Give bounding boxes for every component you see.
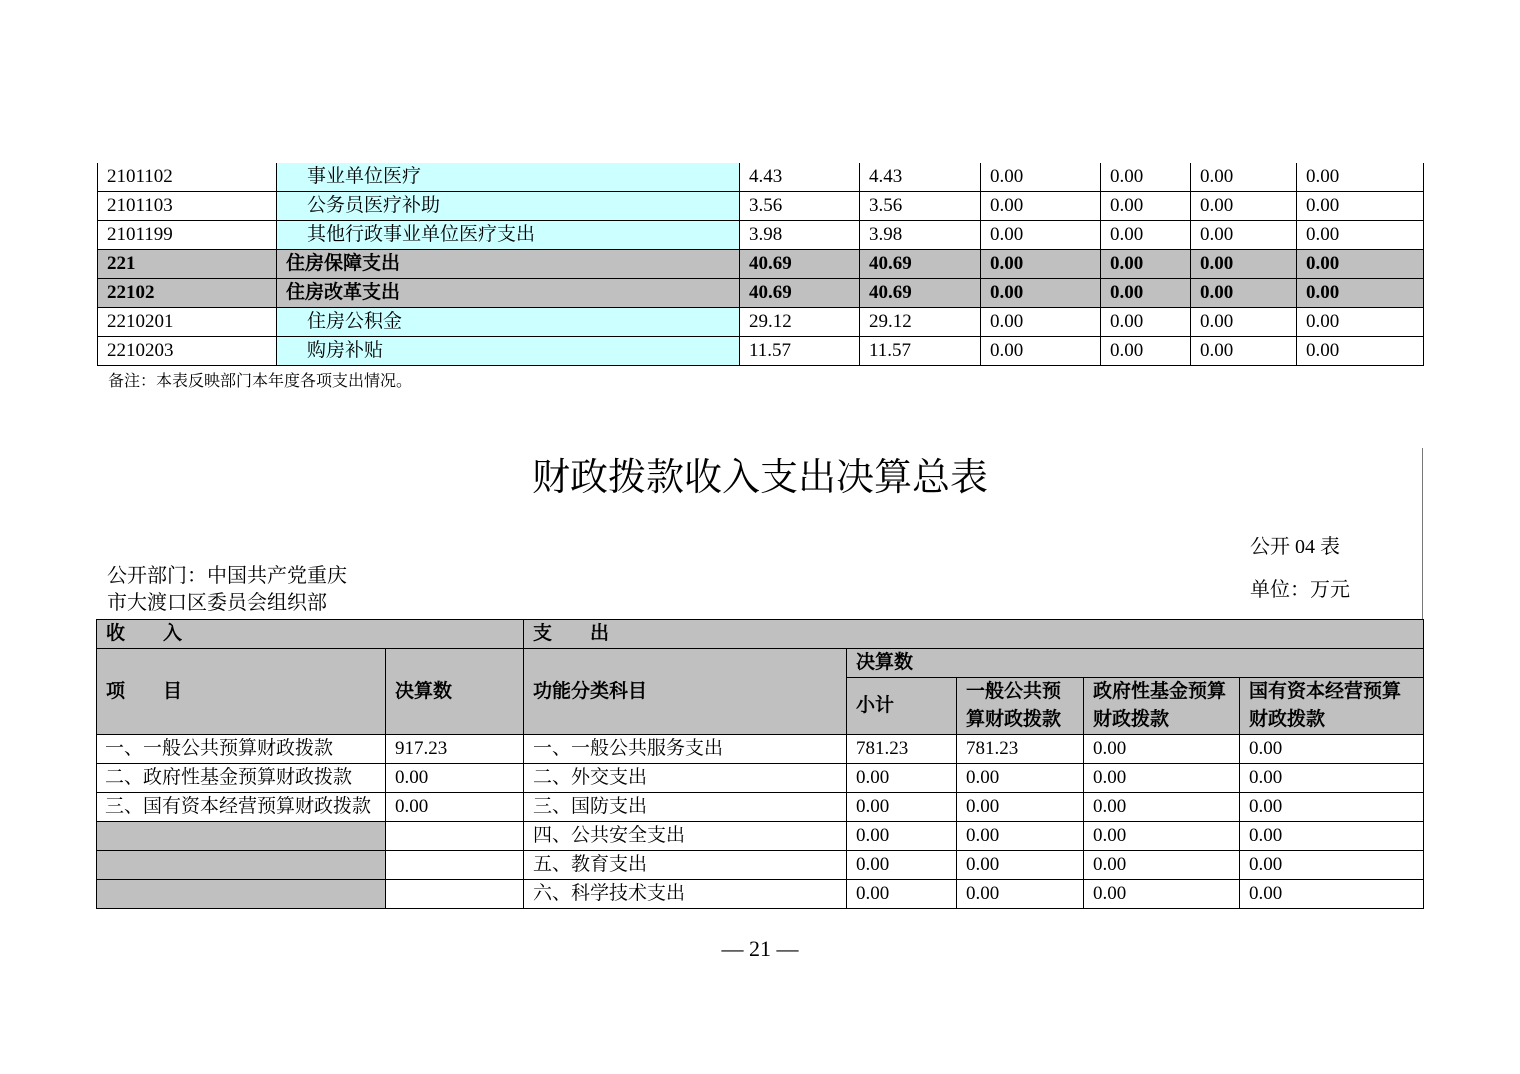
amount-cell: 0.00 xyxy=(1101,221,1191,250)
table-row xyxy=(98,192,1424,221)
amount-cell: 0.00 xyxy=(981,279,1101,308)
amount-cell: 29.12 xyxy=(740,308,860,337)
table-row xyxy=(98,221,1424,250)
amount-cell: 0.00 xyxy=(1101,279,1191,308)
department-label xyxy=(107,563,397,617)
account-name: 其他行政事业单位医疗支出 xyxy=(277,221,740,250)
state-capital-cell: 0.00 xyxy=(1240,793,1424,822)
amount-cell: 0.00 xyxy=(1297,192,1424,221)
general-cell: 0.00 xyxy=(957,793,1084,822)
amount-cell: 11.57 xyxy=(740,337,860,366)
category-cell: 四、公共安全支出 xyxy=(524,822,847,851)
amount-cell: 3.98 xyxy=(860,221,981,250)
amount-cell: 0.00 xyxy=(1297,279,1424,308)
general-budget-header: 一般公共预算财政拨款 xyxy=(957,678,1084,735)
amount-cell: 0.00 xyxy=(1297,221,1424,250)
amount-cell: 0.00 xyxy=(1191,192,1297,221)
category-header: 功能分类科目 xyxy=(524,649,847,735)
amount-cell: 0.00 xyxy=(1297,308,1424,337)
general-cell: 0.00 xyxy=(957,880,1084,909)
account-name: 住房保障支出 xyxy=(277,250,740,279)
page-title: 财政拨款收入支出决算总表 xyxy=(531,455,988,499)
income-item-cell xyxy=(97,851,386,880)
state-capital-cell: 0.00 xyxy=(1240,880,1424,909)
income-item-cell: 一、一般公共预算财政拨款 xyxy=(97,735,386,764)
income-amount-header: 决算数 xyxy=(386,649,524,735)
header-row xyxy=(97,620,1424,649)
subtotal-cell: 0.00 xyxy=(847,793,957,822)
income-amount-cell: 0.00 xyxy=(386,764,524,793)
general-cell: 781.23 xyxy=(957,735,1084,764)
amount-cell: 0.00 xyxy=(981,308,1101,337)
final-amount-group-header: 决算数 xyxy=(847,649,1424,678)
income-amount-cell xyxy=(386,880,524,909)
amount-cell: 3.98 xyxy=(740,221,860,250)
amount-cell: 0.00 xyxy=(981,163,1101,192)
amount-cell: 40.69 xyxy=(860,279,981,308)
amount-cell: 29.12 xyxy=(860,308,981,337)
amount-cell: 3.56 xyxy=(740,192,860,221)
amount-cell: 0.00 xyxy=(1191,250,1297,279)
table-row xyxy=(97,764,1424,793)
state-capital-cell: 0.00 xyxy=(1240,735,1424,764)
amount-cell: 0.00 xyxy=(1191,308,1297,337)
category-cell: 一、一般公共服务支出 xyxy=(524,735,847,764)
amount-cell: 0.00 xyxy=(981,250,1101,279)
table-note: 备注：本表反映部门本年度各项支出情况。 xyxy=(108,373,413,390)
amount-cell: 11.57 xyxy=(860,337,981,366)
account-name: 公务员医疗补助 xyxy=(277,192,740,221)
amount-cell: 0.00 xyxy=(1191,337,1297,366)
gov-fund-header: 政府性基金预算财政拨款 xyxy=(1084,678,1240,735)
category-cell: 六、科学技术支出 xyxy=(524,880,847,909)
fiscal-summary-table xyxy=(96,619,1424,909)
account-name: 住房改革支出 xyxy=(277,279,740,308)
subtotal-cell: 0.00 xyxy=(847,851,957,880)
amount-cell: 0.00 xyxy=(981,192,1101,221)
income-header: 收 入 xyxy=(97,620,524,649)
category-cell: 五、教育支出 xyxy=(524,851,847,880)
general-cell: 0.00 xyxy=(957,764,1084,793)
table-row-subtotal xyxy=(98,279,1424,308)
account-name: 购房补贴 xyxy=(277,337,740,366)
account-code: 2101102 xyxy=(98,163,277,192)
gov-fund-cell: 0.00 xyxy=(1084,851,1240,880)
subtotal-cell: 0.00 xyxy=(847,880,957,909)
table-row-subtotal xyxy=(98,250,1424,279)
expenditure-detail-table xyxy=(97,163,1424,366)
amount-cell: 4.43 xyxy=(740,163,860,192)
amount-cell: 4.43 xyxy=(860,163,981,192)
amount-cell: 0.00 xyxy=(1101,337,1191,366)
amount-cell: 3.56 xyxy=(860,192,981,221)
category-cell: 三、国防支出 xyxy=(524,793,847,822)
income-amount-cell xyxy=(386,851,524,880)
amount-cell: 0.00 xyxy=(981,221,1101,250)
gov-fund-cell: 0.00 xyxy=(1084,735,1240,764)
state-capital-cell: 0.00 xyxy=(1240,764,1424,793)
header-row xyxy=(97,649,1424,678)
gov-fund-cell: 0.00 xyxy=(1084,880,1240,909)
table-row xyxy=(97,880,1424,909)
account-code: 22102 xyxy=(98,279,277,308)
income-item-cell xyxy=(97,880,386,909)
category-cell: 二、外交支出 xyxy=(524,764,847,793)
state-capital-cell: 0.00 xyxy=(1240,851,1424,880)
item-header: 项 目 xyxy=(97,649,386,735)
subtotal-header: 小计 xyxy=(847,678,957,735)
subtotal-cell: 0.00 xyxy=(847,822,957,851)
table-row xyxy=(97,851,1424,880)
subtotal-cell: 0.00 xyxy=(847,764,957,793)
table-row xyxy=(97,793,1424,822)
table-row xyxy=(97,735,1424,764)
unit-label: 单位：万元 xyxy=(1250,579,1350,601)
gov-fund-cell: 0.00 xyxy=(1084,822,1240,851)
amount-cell: 0.00 xyxy=(1297,337,1424,366)
amount-cell: 0.00 xyxy=(1101,250,1191,279)
income-item-cell xyxy=(97,822,386,851)
income-item-cell: 二、政府性基金预算财政拨款 xyxy=(97,764,386,793)
state-capital-cell: 0.00 xyxy=(1240,822,1424,851)
account-name: 事业单位医疗 xyxy=(277,163,740,192)
account-name: 住房公积金 xyxy=(277,308,740,337)
department-line-1: 公开部门：中国共产党重庆 xyxy=(107,565,347,587)
expense-header: 支 出 xyxy=(524,620,1424,649)
amount-cell: 0.00 xyxy=(1297,163,1424,192)
amount-cell: 40.69 xyxy=(860,250,981,279)
account-code: 2210203 xyxy=(98,337,277,366)
table-row xyxy=(98,308,1424,337)
table-row xyxy=(97,822,1424,851)
amount-cell: 40.69 xyxy=(740,279,860,308)
amount-cell: 0.00 xyxy=(981,337,1101,366)
gov-fund-cell: 0.00 xyxy=(1084,793,1240,822)
page-number: — 21 — xyxy=(721,936,799,961)
state-capital-header: 国有资本经营预算财政拨款 xyxy=(1240,678,1424,735)
income-amount-cell: 917.23 xyxy=(386,735,524,764)
subtotal-cell: 781.23 xyxy=(847,735,957,764)
department-line-2: 市大渡口区委员会组织部 xyxy=(107,592,327,614)
account-code: 2101103 xyxy=(98,192,277,221)
table-row xyxy=(98,337,1424,366)
account-code: 2101199 xyxy=(98,221,277,250)
gov-fund-cell: 0.00 xyxy=(1084,764,1240,793)
amount-cell: 0.00 xyxy=(1191,279,1297,308)
amount-cell: 0.00 xyxy=(1101,308,1191,337)
general-cell: 0.00 xyxy=(957,822,1084,851)
amount-cell: 0.00 xyxy=(1101,192,1191,221)
amount-cell: 40.69 xyxy=(740,250,860,279)
amount-cell: 0.00 xyxy=(1191,221,1297,250)
amount-cell: 0.00 xyxy=(1191,163,1297,192)
income-amount-cell xyxy=(386,822,524,851)
amount-cell: 0.00 xyxy=(1101,163,1191,192)
table-number: 公开 04 表 xyxy=(1250,536,1340,558)
account-code: 2210201 xyxy=(98,308,277,337)
table-row xyxy=(98,163,1424,192)
income-item-cell: 三、国有资本经营预算财政拨款 xyxy=(97,793,386,822)
account-code: 221 xyxy=(98,250,277,279)
income-amount-cell: 0.00 xyxy=(386,793,524,822)
amount-cell: 0.00 xyxy=(1297,250,1424,279)
general-cell: 0.00 xyxy=(957,851,1084,880)
